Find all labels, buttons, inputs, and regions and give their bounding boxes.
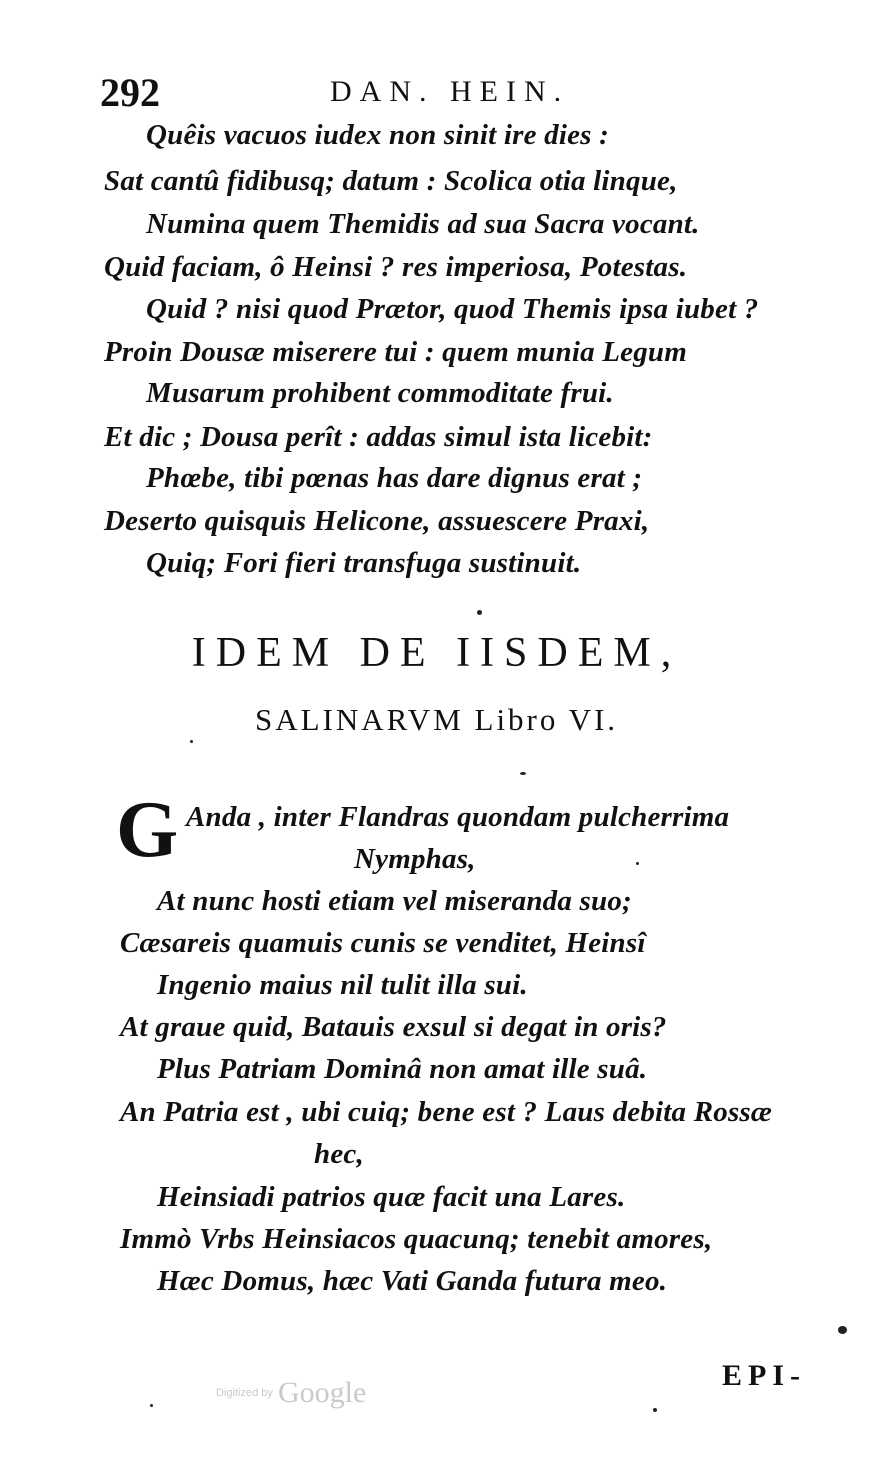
verse-line: Quid faciam, ô Heinsi ? res imperiosa, Potestas. [104,251,688,283]
running-head [100,68,660,118]
section-heading: IDEM DE IISDEM, [191,630,682,676]
verse-line: Numina quem Themidis ad sua Sacra vocant. [146,208,700,240]
verse-line: Plus Patriam Dominâ non amat ille suâ. [157,1053,648,1085]
ink-speck [150,1404,153,1407]
ink-speck [477,610,482,615]
digitization-watermark [216,1376,366,1410]
drop-cap-initial: G [116,786,179,874]
ink-speck [838,1326,847,1334]
page-number: 292 [100,70,160,115]
verse-line: Deserto quisquis Helicone, assuescere Praxi, [104,505,650,537]
section-subheading: SALINARVM Libro VI. [254,702,619,737]
verse-line: Et dic ; Dousa perît : addas simul ista licebit: [104,421,653,453]
verse-line: Quêis vacuos iudex non sinit ire dies : [146,119,609,151]
verse-line-continuation: hec, [314,1138,364,1170]
ink-speck [190,740,193,743]
ink-speck [653,1408,657,1412]
verse-line: An Patria est , ubi cuiq; bene est ? Laus debita Rossæ [120,1096,773,1128]
verse-line: Phœbe, tibi pœnas has dare dignus erat ; [146,462,643,494]
verse-line: Cæsareis quamuis cunis se venditet, Heinsî [120,927,646,959]
verse-line: Sat cantû fidibusq; datum : Scolica otia linque, [104,165,678,197]
catchword: EPI- [722,1359,806,1392]
verse-line-continuation: Nymphas, [354,843,476,875]
ink-speck [520,772,526,775]
verse-line: Anda , inter Flandras quondam pulcherrima [186,801,730,833]
verse-line: Quiq; Fori fieri transfuga sustinuit. [146,547,582,579]
verse-line: Proin Dousæ miserere tui : quem munia Legum [104,336,688,368]
verse-line: Hæc Domus, hæc Vati Ganda futura meo. [157,1265,668,1297]
watermark-prefix: Digitized by [216,1387,273,1399]
verse-line: Ingenio maius nil tulit illa sui. [157,969,528,1001]
verse-line: At nunc hosti etiam vel miseranda suo; [157,885,632,917]
verse-line: Musarum prohibent commoditate frui. [146,377,614,409]
verse-line: At graue quid, Batauis exsul si degat in oris? [120,1011,667,1043]
ink-speck [636,862,639,865]
verse-line: Quid ? nisi quod Prætor, quod Themis ipsa iubet ? [146,293,759,325]
verse-line: Heinsiadi patrios quæ facit una Lares. [157,1181,626,1213]
running-title: DAN. HEIN. [330,75,570,108]
watermark-brand: Google [277,1376,367,1409]
verse-line: Immò Vrbs Heinsiacos quacunq; tenebit amores, [120,1223,713,1255]
